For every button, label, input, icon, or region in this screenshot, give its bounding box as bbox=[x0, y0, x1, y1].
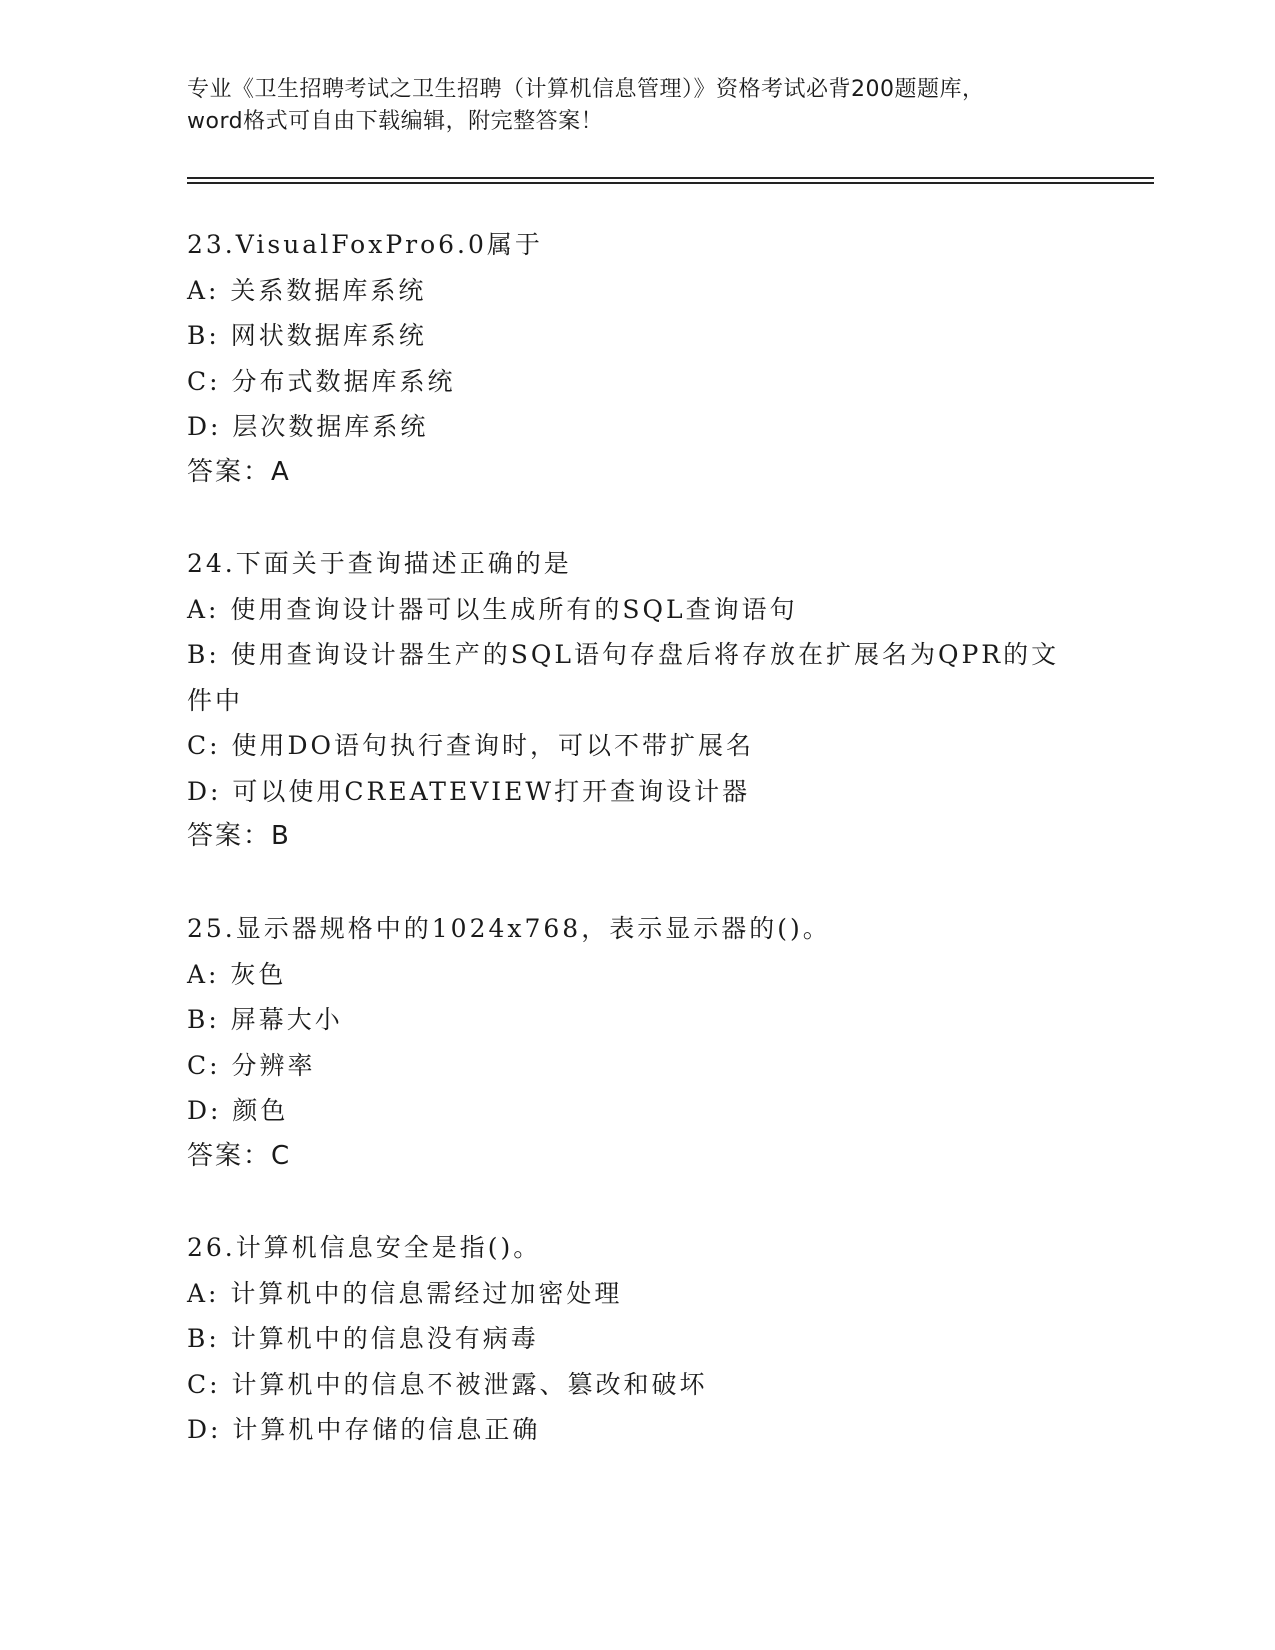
question-title: 24.下面关于查询描述正确的是 bbox=[187, 549, 572, 578]
option-a: A: 计算机中的信息需经过加密处理 bbox=[187, 1278, 623, 1308]
option-d: D: 颜色 bbox=[187, 1096, 289, 1125]
question-24 bbox=[187, 541, 1087, 860]
question-26 bbox=[187, 1225, 1087, 1453]
option-d: D: 计算机中存储的信息正确 bbox=[187, 1415, 541, 1444]
question-title: 25.显示器规格中的1024x768，表示显示器的()。 bbox=[187, 914, 831, 943]
question-23 bbox=[187, 222, 1087, 495]
option-c: C: 分布式数据库系统 bbox=[187, 366, 456, 396]
option-b: B: 屏幕大小 bbox=[187, 1005, 343, 1034]
option-a: A: 灰色 bbox=[187, 959, 287, 989]
header-divider-top bbox=[187, 177, 1154, 179]
option-a: A: 使用查询设计器可以生成所有的SQL查询语句 bbox=[187, 594, 798, 624]
question-25 bbox=[187, 906, 1087, 1179]
option-d: D: 可以使用CREATEVIEW打开查询设计器 bbox=[187, 776, 751, 806]
option-b: B: 网状数据库系统 bbox=[187, 321, 427, 350]
header-line-1: 专业《卫生招聘考试之卫生招聘（计算机信息管理）》资格考试必背200题题库， bbox=[187, 77, 985, 102]
question-title: 26.计算机信息安全是指()。 bbox=[187, 1233, 542, 1262]
document-header bbox=[187, 74, 1087, 138]
option-b-continued: 件中 bbox=[187, 685, 244, 715]
header-line-2: word格式可自由下载编辑，附完整答案！ bbox=[187, 109, 604, 134]
option-b: B: 计算机中的信息没有病毒 bbox=[187, 1324, 539, 1353]
option-c: C: 使用DO语句执行查询时，可以不带扩展名 bbox=[187, 731, 755, 760]
option-c: C: 分辨率 bbox=[187, 1050, 316, 1080]
option-b: B: 使用查询设计器生产的SQL语句存盘后将存放在扩展名为QPR的文 bbox=[187, 640, 1060, 669]
header-divider-bottom bbox=[187, 182, 1154, 184]
option-c: C: 计算机中的信息不被泄露、篡改和破坏 bbox=[187, 1369, 708, 1399]
answer: 答案：A bbox=[187, 456, 291, 487]
option-a: A: 关系数据库系统 bbox=[187, 275, 427, 305]
option-d: D: 层次数据库系统 bbox=[187, 412, 429, 441]
question-title: 23.VisualFoxPro6.0属于 bbox=[187, 230, 543, 259]
answer: 答案：C bbox=[187, 1140, 292, 1171]
answer: 答案：B bbox=[187, 821, 291, 851]
